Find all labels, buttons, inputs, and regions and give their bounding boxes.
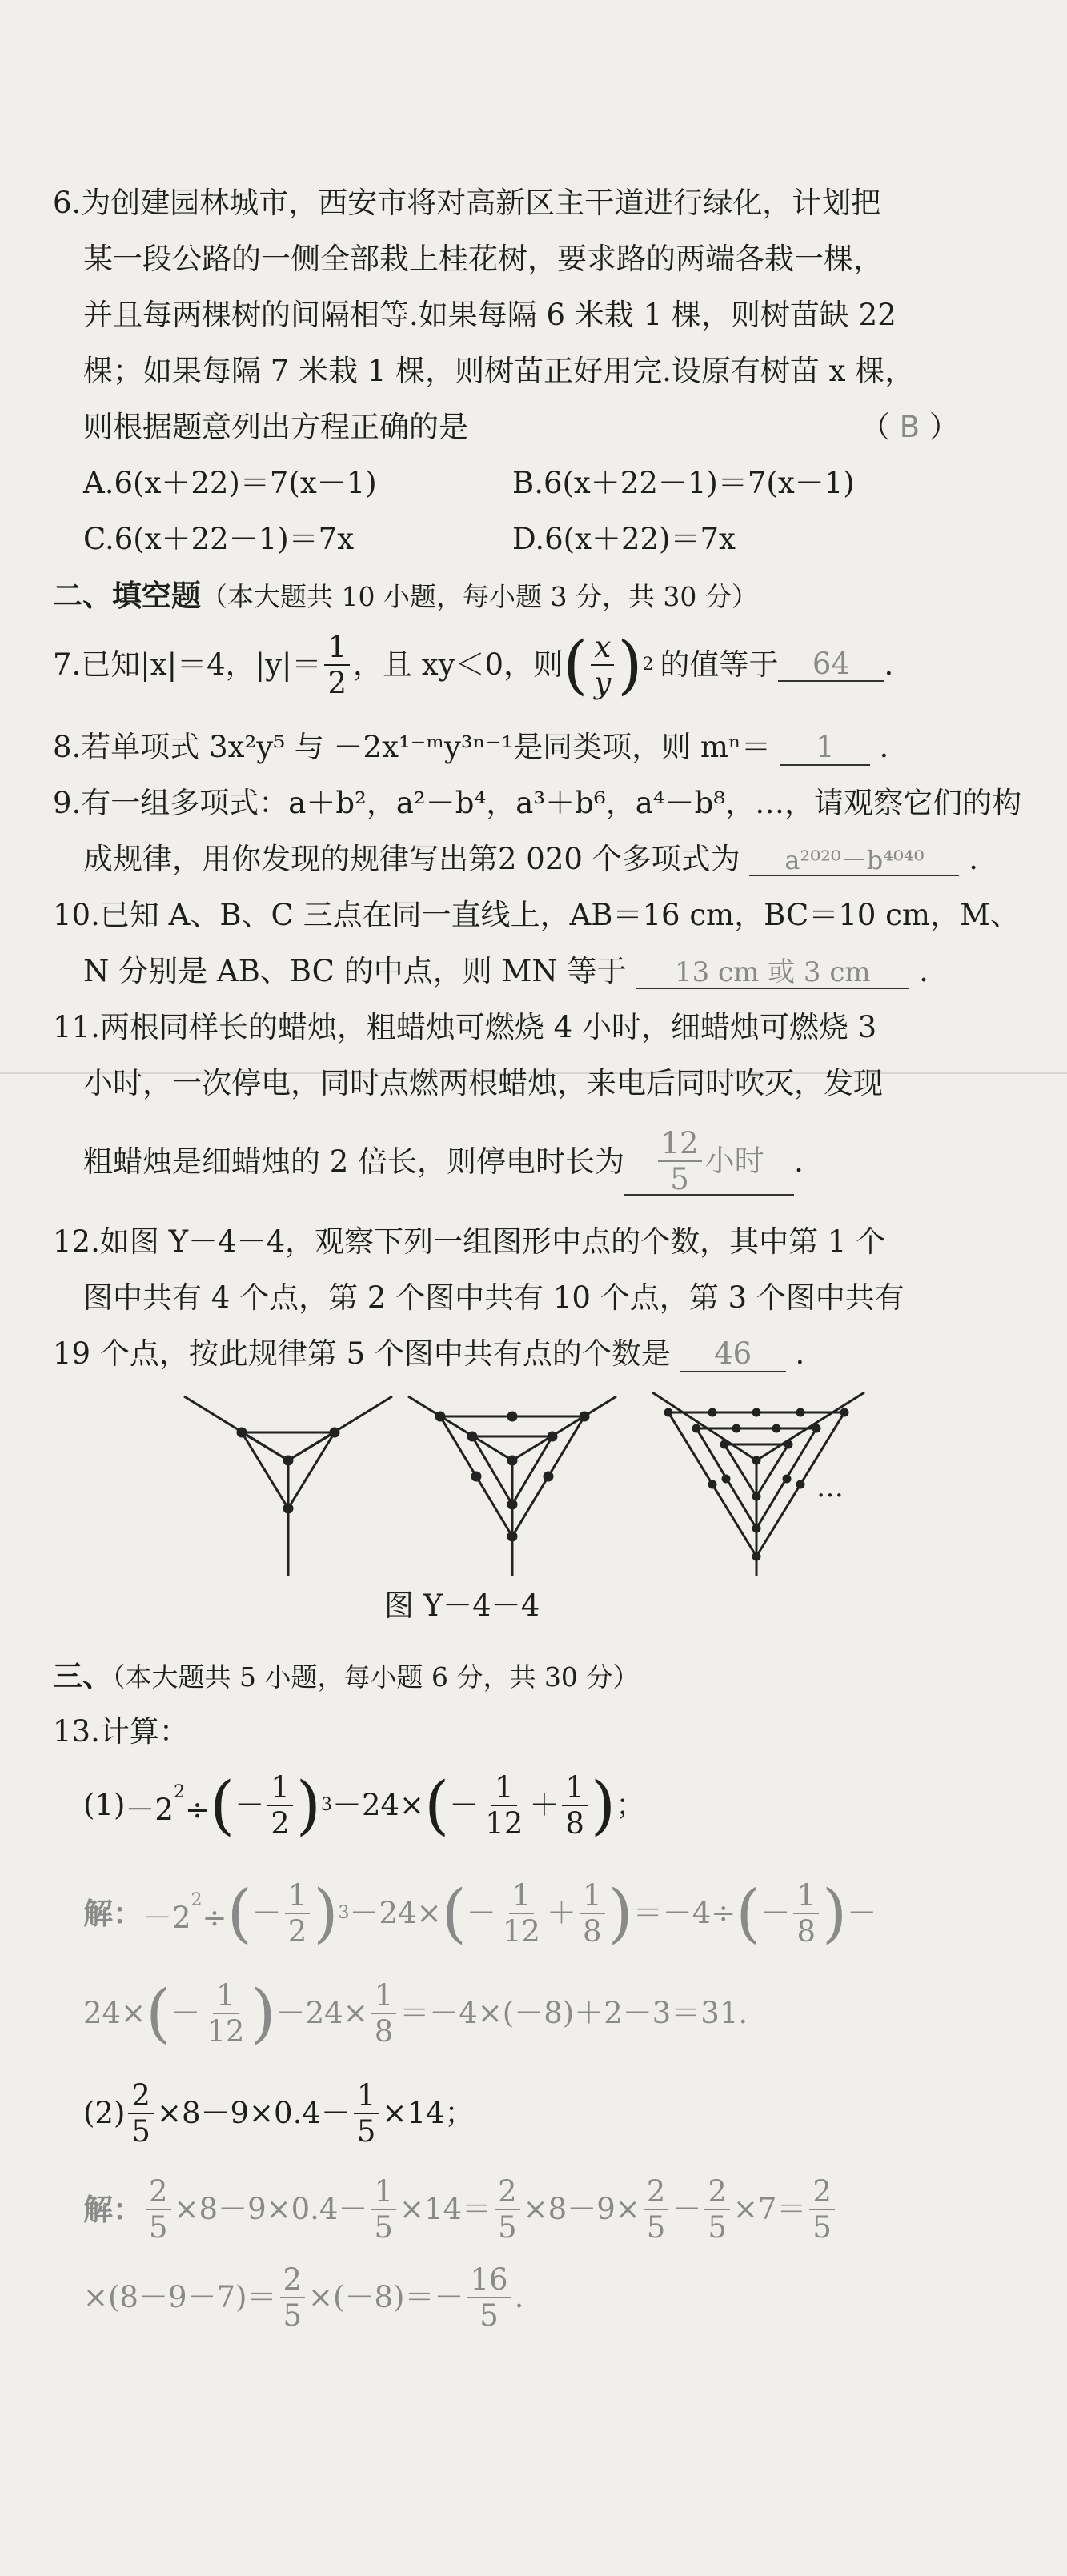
figure-caption: 图 Y－4－4 [384, 1588, 540, 1623]
q10-line-2 [83, 954, 929, 989]
q11-answer-unit: 小时 [704, 1143, 764, 1178]
q6-line-4: 棵；如果每隔 7 米栽 1 棵，则树苗正好用完.设原有树苗 x 棵， [83, 354, 915, 388]
q12-line-3 [53, 1336, 804, 1372]
q11-answer-numerator: 12 [658, 1128, 702, 1162]
q7 [53, 627, 894, 702]
q9-end: . [969, 842, 978, 876]
q7-half-numerator: 1 [324, 632, 350, 666]
q6-line-2: 某一段公路的一侧全部栽上桂花树，要求路的两端各栽一棵， [83, 242, 883, 276]
q12-line-2: 图中共有 4 个点，第 2 个图中共有 10 个点，第 3 个图中共有 [83, 1280, 905, 1315]
q6-option-c: C.6(x＋22－1)＝7x [83, 522, 355, 556]
q11-answer-fraction [658, 1128, 702, 1194]
section-2-heading [53, 578, 758, 614]
q12-text: 19 个点，按此规律第 5 个图中共有点的个数是 [53, 1336, 671, 1371]
section-3-title: 三、 [53, 1658, 112, 1693]
q13-solution2-line2: ×(8－9－7)＝ $\frac{2}{5}$ ×(－8)＝－ $\frac{16}{5}$ . [83, 2262, 524, 2333]
q13-solution2-line1: 解： $\frac{2}{5}$ ×8－9×0.4－ $\frac{1}{5}$ ×14＝ $\frac{2}{5}$ ×8－9× $\frac{2}{5}$ － $\frac{2}{5}$ ×7＝ $\frac{2}{5}$ [83, 2177, 838, 2242]
q6-answer: B [899, 410, 921, 444]
q7-right-paren: ) [617, 627, 643, 702]
q9-line-1: 9.有一组多项式：a＋b²，a²－b⁴，a³＋b⁶，a⁴－b⁸，…，请观察它们的构 [53, 786, 1022, 820]
section-2-note: （本大题共 10 小题，每小题 3 分，共 30 分） [201, 581, 758, 612]
section-3-note: （本大题共 5 小题，每小题 6 分，共 30 分） [112, 1661, 640, 1693]
q13-solution1-line1: 解： $-2^2\div$ ( － $\frac{1}{2}$ ) 3 －24× ( － $\frac{1}{12}$ ＋ $\frac{1}{8}$ ) ＝－4÷ ( － $\frac{1}{8}$ ) － [83, 1876, 877, 1950]
q9-answer-blank: a²⁰²⁰－b⁴⁰⁴⁰ [749, 847, 959, 876]
q7-half-denominator: 2 [327, 666, 347, 700]
q6-bracket-open: （ [860, 410, 890, 444]
figure-y-4-4 [160, 1376, 897, 1584]
q8-end: . [879, 730, 889, 764]
q7-text-3: 的值等于 [660, 647, 779, 682]
q10-line-1: 10.已知 A、B、C 三点在同一直线上，AB＝16 cm，BC＝10 cm，M、 [53, 898, 1020, 932]
q13-title: 13.计算： [53, 1714, 189, 1749]
q13-part1: (1) $-2^2\div$ ( － $\frac{1}{2}$ ) 3 －24× ( － $\frac{1}{12}$ ＋ $\frac{1}{8}$ ) ； [83, 1768, 646, 1842]
q6-line-3: 并且每两棵树的间隔相等.如果每隔 6 米栽 1 棵，则树苗缺 22 [83, 298, 897, 332]
q12-end: . [795, 1336, 805, 1371]
q7-x-numerator: x [591, 632, 614, 666]
q12-line-1: 12.如图 Y－4－4，观察下列一组图形中点的个数，其中第 1 个 [53, 1224, 886, 1259]
q7-text-1: 7.已知|x|＝4，|y|＝ [53, 647, 322, 682]
q10-answer-blank: 13 cm 或 3 cm [636, 958, 909, 989]
q8-text: 8.若单项式 3x²y⁵ 与 －2x¹⁻ᵐy³ⁿ⁻¹是同类项，则 mⁿ＝ [53, 730, 771, 764]
section-3-heading [53, 1658, 639, 1694]
q8 [53, 730, 888, 766]
q13-part2: (2) $\frac{2}{5}$ ×8－9×0.4－ $\frac{1}{5}$ ×14； [83, 2078, 475, 2149]
q9-text: 成规律，用你发现的规律写出第2 020 个多项式为 [83, 842, 740, 876]
q6-line-1: 6.为创建园林城市，西安市将对高新区主干道进行绿化，计划把 [53, 186, 881, 220]
q8-answer-blank: 1 [780, 731, 870, 766]
q7-y-denominator: y [594, 666, 612, 700]
q11-answer-blank [624, 1128, 794, 1196]
q7-xy-fraction [591, 632, 614, 698]
q7-answer-blank: 64 [778, 648, 884, 683]
q6-option-a: A.6(x＋22)＝7(x－1) [83, 466, 377, 500]
q6-line-5: 则根据题意列出方程正确的是 [83, 410, 468, 444]
q9-line-2 [83, 842, 978, 877]
figure-ellipsis: … [816, 1472, 844, 1504]
q6-bracket-close: ） [929, 410, 959, 444]
q13-part1-label: (1) [83, 1787, 126, 1822]
figure-2 [408, 1396, 616, 1576]
q13-solution1-line2: 24× ( － $\frac{1}{12}$ ) －24× $\frac{1}{8}$ ＝－4×(－8)＋2－3＝31. [83, 1976, 748, 2050]
q11-line-1: 11.两根同样长的蜡烛，粗蜡烛可燃烧 4 小时，细蜡烛可燃烧 3 [53, 1010, 877, 1044]
figure-1 [184, 1396, 392, 1576]
q6-option-d: D.6(x＋22)＝7x [512, 522, 736, 556]
q7-left-paren: ( [563, 627, 588, 702]
q11-line-3 [83, 1128, 804, 1196]
q7-end: . [884, 647, 894, 682]
q11-answer-denominator: 5 [670, 1162, 689, 1196]
q6-option-b: B.6(x＋22－1)＝7(x－1) [512, 466, 855, 500]
q12-answer-blank: 46 [680, 1338, 786, 1372]
section-2-title: 二、填空题 [53, 578, 201, 613]
q6-answer-bracket [860, 410, 959, 445]
q11-line-2: 小时，一次停电，同时点燃两根蜡烛，来电后同时吹灭，发现 [83, 1066, 883, 1100]
q10-text: N 分别是 AB、BC 的中点，则 MN 等于 [83, 954, 627, 988]
q7-half-fraction [324, 632, 350, 698]
q7-text-2: ，且 xy＜0，则 [353, 647, 564, 682]
q11-end: . [794, 1144, 804, 1179]
q11-text: 粗蜡烛是细蜡烛的 2 倍长，则停电时长为 [83, 1144, 625, 1179]
q7-exponent: 2 [642, 654, 654, 675]
q10-end: . [919, 954, 929, 988]
